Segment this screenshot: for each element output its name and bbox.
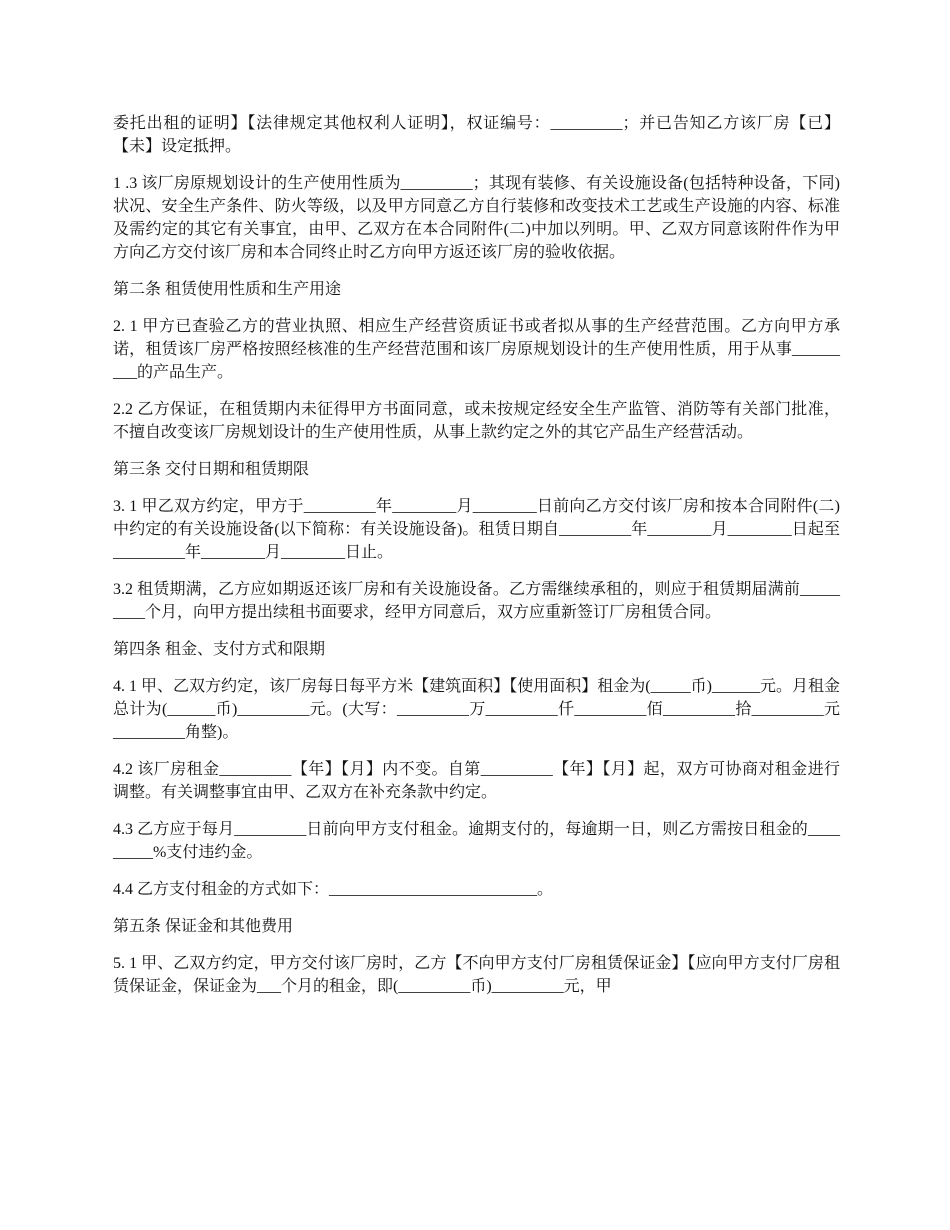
paragraph-ownership-proof: 委托出租的证明】【法律规定其他权利人证明】，权证编号：_________；并已告知乙方该厂房【已】【未】设定抵押。	[113, 115, 840, 155]
paragraph-4-2: 4.2 该厂房租金_________【年】【月】内不变。自第_________【年】【月】起，双方可协商对租金进行调整。有关调整事宜由甲、乙双方在补充条款中约定。	[113, 761, 840, 801]
paragraph-2-2: 2.2 乙方保证，在租赁期内未征得甲方书面同意，或未按规定经安全生产监管、消防等有关部门批准，不擅自改变该厂房规划设计的生产使用性质，从事上款约定之外的其它产品生产经营活动。	[113, 401, 840, 441]
heading-article-3: 第三条 交付日期和租赁期限	[113, 461, 310, 478]
heading-article-2: 第二条 租赁使用性质和生产用途	[113, 281, 342, 298]
paragraph-5-1: 5. 1 甲、乙双方约定，甲方交付该厂房时，乙方【不向甲方支付厂房租赁保证金】【应向甲方支付厂房租赁保证金，保证金为___个月的租金，即(_________币)_________元，甲	[113, 955, 840, 995]
document-page	[113, 112, 840, 1012]
paragraph-3-1: 3. 1 甲乙双方约定，甲方于_________年________月________日前向乙方交付该厂房和按本合同附件(二)中约定的有关设施设备(以下简称：有关设施设备)。租赁日期自_________年________月________日起至_________年________月________日止。	[113, 498, 840, 561]
paragraph-4-4: 4.4 乙方支付租金的方式如下：__________________________。	[113, 881, 554, 898]
paragraph-3-2: 3.2 租赁期满，乙方应如期返还该厂房和有关设施设备。乙方需继续承租的，则应于租赁期届满前_________个月，向甲方提出续租书面要求，经甲方同意后，双方应重新签订厂房租赁合同。	[113, 581, 840, 621]
heading-article-5: 第五条 保证金和其他费用	[113, 918, 294, 935]
heading-article-4: 第四条 租金、支付方式和限期	[113, 641, 326, 658]
paragraph-4-3: 4.3 乙方应于每月_________日前向甲方支付租金。逾期支付的，每逾期一日，则乙方需按日租金的_________%支付违约金。	[113, 821, 840, 861]
paragraph-1-3: 1 .3 该厂房原规划设计的生产使用性质为_________；其现有装修、有关设施设备(包括特种设备，下同)状况、安全生产条件、防火等级，以及甲方同意乙方自行装修和改变技术工艺或生产设施的内容、标准及需约定的其它有关事宜，由甲、乙双方在本合同附件(二)中加以列明。甲、乙双方同意该附件作为甲方向乙方交付该厂房和本合同终止时乙方向甲方返还该厂房的验收依据。	[113, 175, 840, 261]
paragraph-4-1: 4. 1 甲、乙双方约定，该厂房每日每平方米【建筑面积】【使用面积】租金为(_____币)______元。月租金总计为(______币)_________元。(大写：_________万_________仟_________佰_________拾_________元_________角整)。	[113, 678, 840, 741]
paragraph-2-1: 2. 1 甲方已查验乙方的营业执照、相应生产经营资质证书或者拟从事的生产经营范围。乙方向甲方承诺，租赁该厂房严格按照经核准的生产经营范围和该厂房原规划设计的生产使用性质，用于从事_________的产品生产。	[113, 318, 840, 381]
